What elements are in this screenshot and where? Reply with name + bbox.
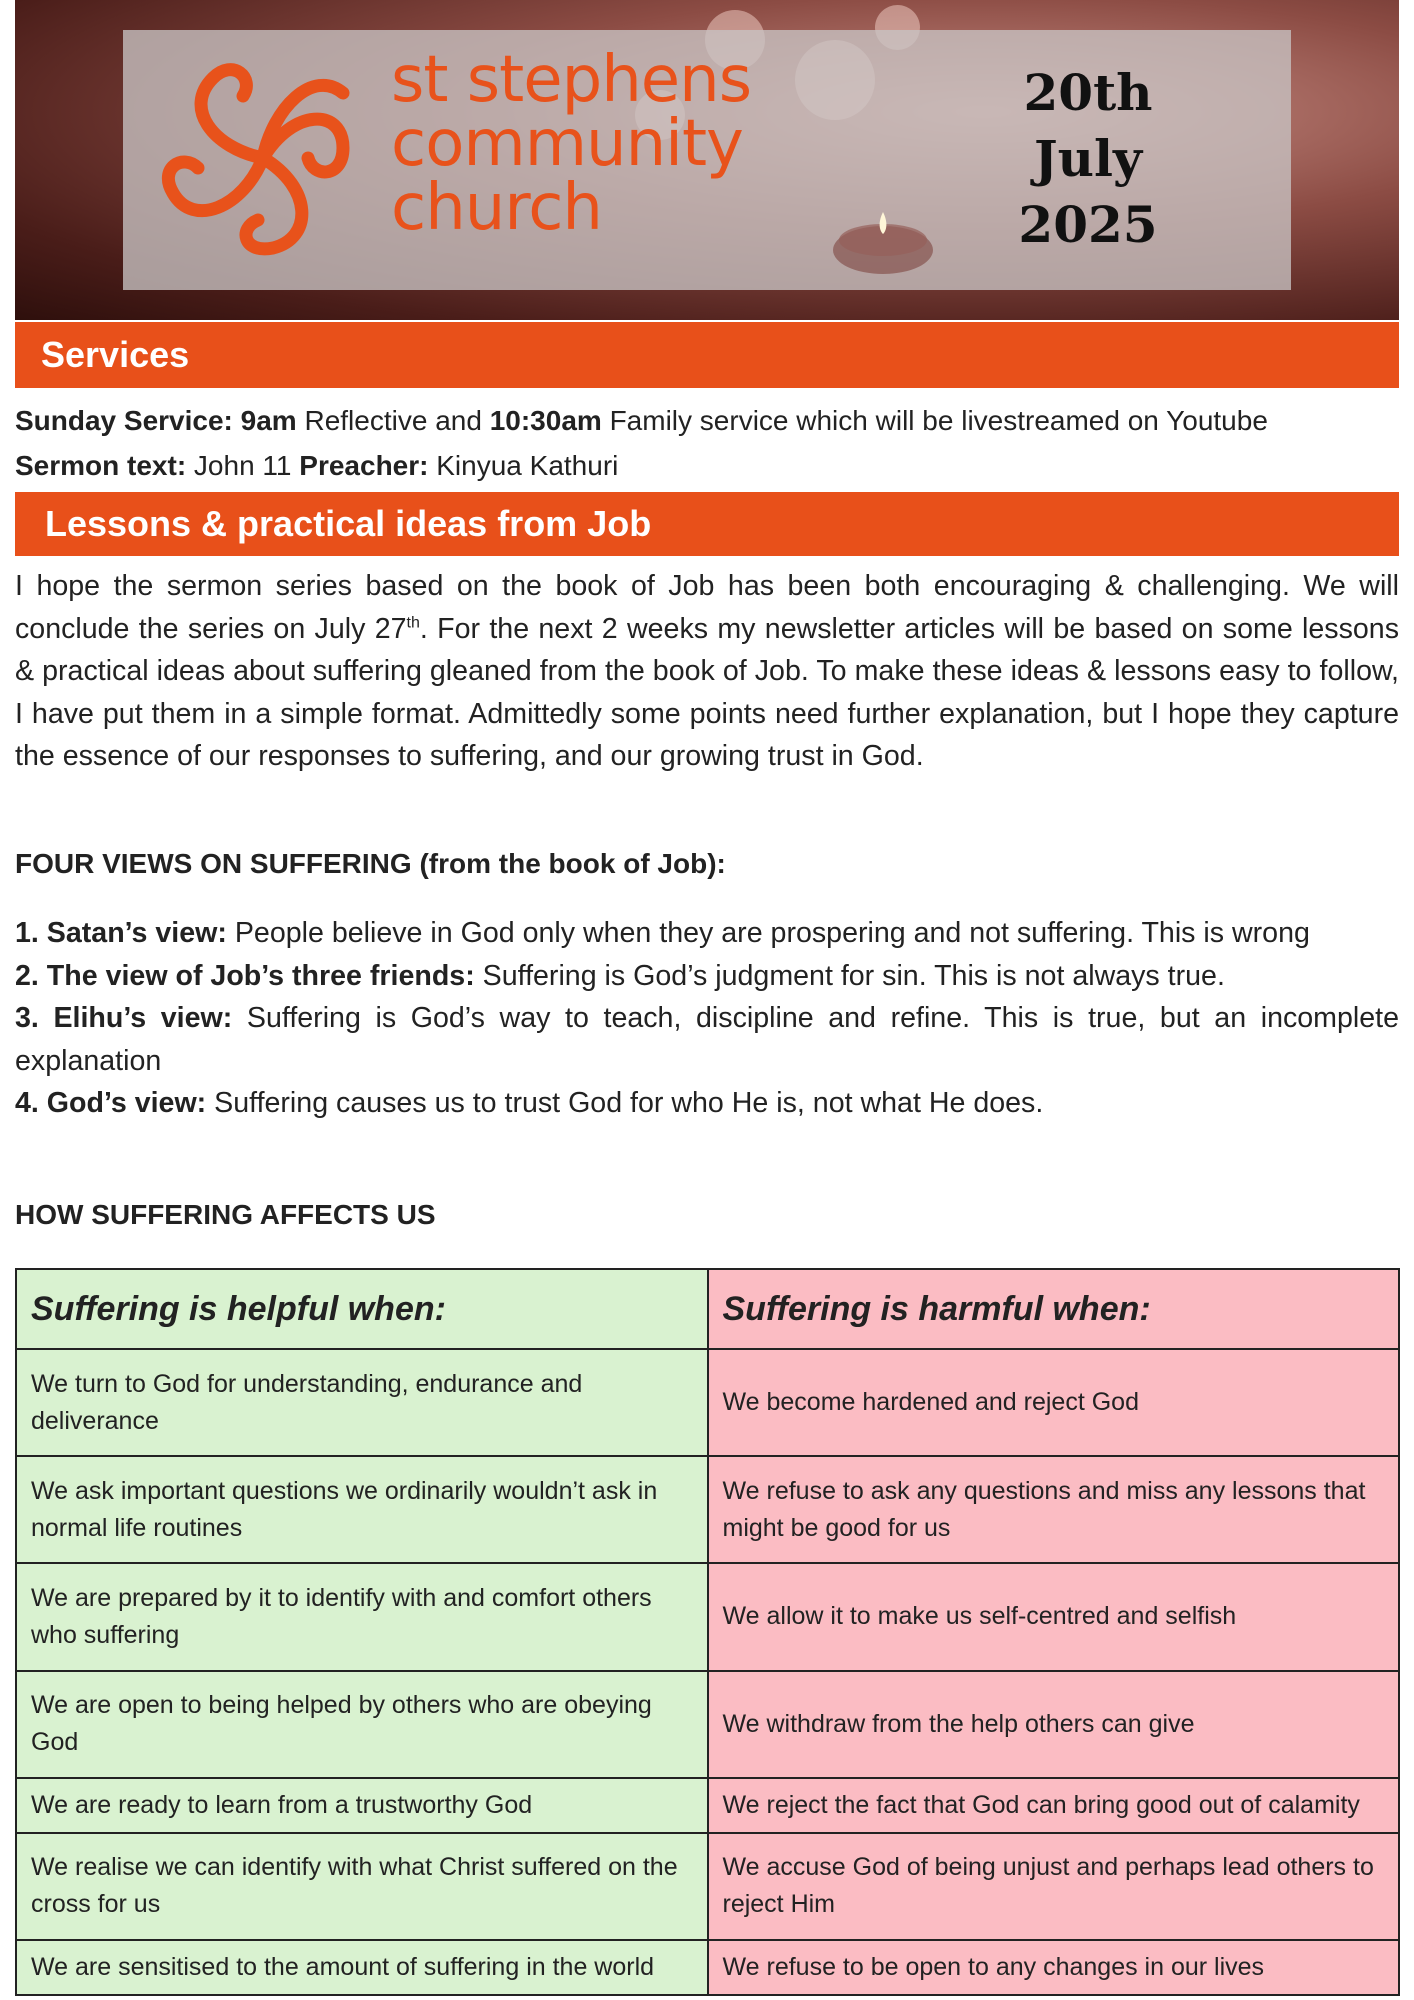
church-name-line: st stephens xyxy=(391,43,752,117)
candle-icon xyxy=(823,200,943,280)
helpful-cell: We are prepared by it to identify with and comfort others who suffering xyxy=(16,1563,708,1670)
time: 9am xyxy=(240,405,297,436)
time: 10:30am xyxy=(489,405,602,436)
view-text: Suffering causes us to trust God for who He is, not what He does. xyxy=(206,1087,1044,1119)
helpful-header: Suffering is helpful when: xyxy=(16,1269,708,1349)
harmful-cell: We allow it to make us self-centred and selfish xyxy=(708,1563,1400,1670)
helpful-cell: We realise we can identify with what Christ suffered on the cross for us xyxy=(16,1833,708,1940)
text: John 11 xyxy=(186,450,300,481)
date-line: 20th xyxy=(1023,63,1153,122)
view-label: 1. Satan’s view: xyxy=(15,917,227,949)
text: Reflective and xyxy=(296,405,490,436)
table-row xyxy=(16,1671,1399,1778)
helpful-cell: We are open to being helped by others who are obeying God xyxy=(16,1671,708,1778)
header-panel xyxy=(123,30,1291,290)
helpful-cell: We are ready to learn from a trustworthy God xyxy=(16,1778,708,1833)
helpful-cell: We are sensitised to the amount of suffering in the world xyxy=(16,1940,708,1995)
helpful-cell: We turn to God for understanding, endurance and deliverance xyxy=(16,1349,708,1456)
label: Sunday Service: xyxy=(15,405,241,436)
harmful-cell: We refuse to ask any questions and miss any lessons that might be good for us xyxy=(708,1456,1400,1563)
header-banner xyxy=(15,0,1399,320)
church-logo-icon xyxy=(143,48,383,268)
view-label: 3. Elihu’s view: xyxy=(15,1002,233,1034)
table-row xyxy=(16,1833,1399,1940)
view-item xyxy=(15,912,1399,955)
view-item xyxy=(15,1082,1399,1125)
views-list xyxy=(15,912,1399,1125)
label: Sermon text: xyxy=(15,450,187,481)
harmful-header: Suffering is harmful when: xyxy=(708,1269,1400,1349)
church-name-line: church xyxy=(391,171,602,245)
text: Kinyua Kathuri xyxy=(428,450,619,481)
church-name-line: community xyxy=(391,107,743,181)
intro-text: . For the next 2 weeks my newsletter articles will be based on some lessons & practical ideas about suffering gleaned from the book of Job. To make these ideas & lessons easy to follow, I have put them in a simple format. Admittedly some points need further explanation, but I hope they capture the essence of our responses to suffering, and our growing trust in God. xyxy=(15,612,1399,772)
table-row xyxy=(16,1940,1399,1995)
article-intro xyxy=(15,565,1399,778)
view-text: Suffering is God’s judgment for sin. This is not always true. xyxy=(474,959,1225,992)
church-name xyxy=(391,43,752,245)
services-section-title: Services xyxy=(15,322,1399,388)
harmful-cell: We reject the fact that God can bring good out of calamity xyxy=(708,1778,1400,1833)
label: Preacher: xyxy=(299,450,429,481)
helpful-cell: We ask important questions we ordinarily wouldn’t ask in normal life routines xyxy=(16,1456,708,1563)
table-row xyxy=(16,1456,1399,1563)
article-section-title: Lessons & practical ideas from Job xyxy=(15,492,1399,556)
table-header-row xyxy=(16,1269,1399,1349)
sermon-info xyxy=(15,443,1405,488)
view-item xyxy=(15,955,1399,998)
table-row xyxy=(16,1778,1399,1833)
newsletter-date xyxy=(973,60,1203,258)
affects-heading: HOW SUFFERING AFFECTS US xyxy=(15,1199,436,1230)
view-label: 4. God’s view: xyxy=(15,1087,207,1119)
views-heading: FOUR VIEWS ON SUFFERING (from the book of Job): xyxy=(15,848,726,879)
date-line: 2025 xyxy=(1018,195,1158,254)
services-info xyxy=(15,398,1405,488)
harmful-cell: We withdraw from the help others can give xyxy=(708,1671,1400,1778)
ordinal-suffix: th xyxy=(406,613,420,631)
harmful-cell: We become hardened and reject God xyxy=(708,1349,1400,1456)
service-times xyxy=(15,398,1405,443)
table-row xyxy=(16,1563,1399,1670)
view-label: 2. The view of Job’s three friends: xyxy=(15,959,475,992)
text: Family service which will be livestreamed on Youtube xyxy=(601,405,1268,436)
view-text: Suffering is God’s way to teach, discipline and refine. This is true, but an incomplete explanation xyxy=(15,1002,1399,1077)
view-item xyxy=(15,997,1399,1082)
intro-text: I hope the sermon series based on the book of Job has been both encouraging & challenging. We will conclude the series on July 27 xyxy=(15,570,1399,645)
view-text: People believe in God only when they are prospering and not suffering. This is wrong xyxy=(226,917,1310,949)
harmful-cell: We accuse God of being unjust and perhaps lead others to reject Him xyxy=(708,1833,1400,1940)
date-line: July xyxy=(1033,129,1143,188)
harmful-cell: We refuse to be open to any changes in our lives xyxy=(708,1940,1400,1995)
intro-paragraph xyxy=(15,565,1399,778)
table-row xyxy=(16,1349,1399,1456)
suffering-table xyxy=(15,1268,1400,1996)
